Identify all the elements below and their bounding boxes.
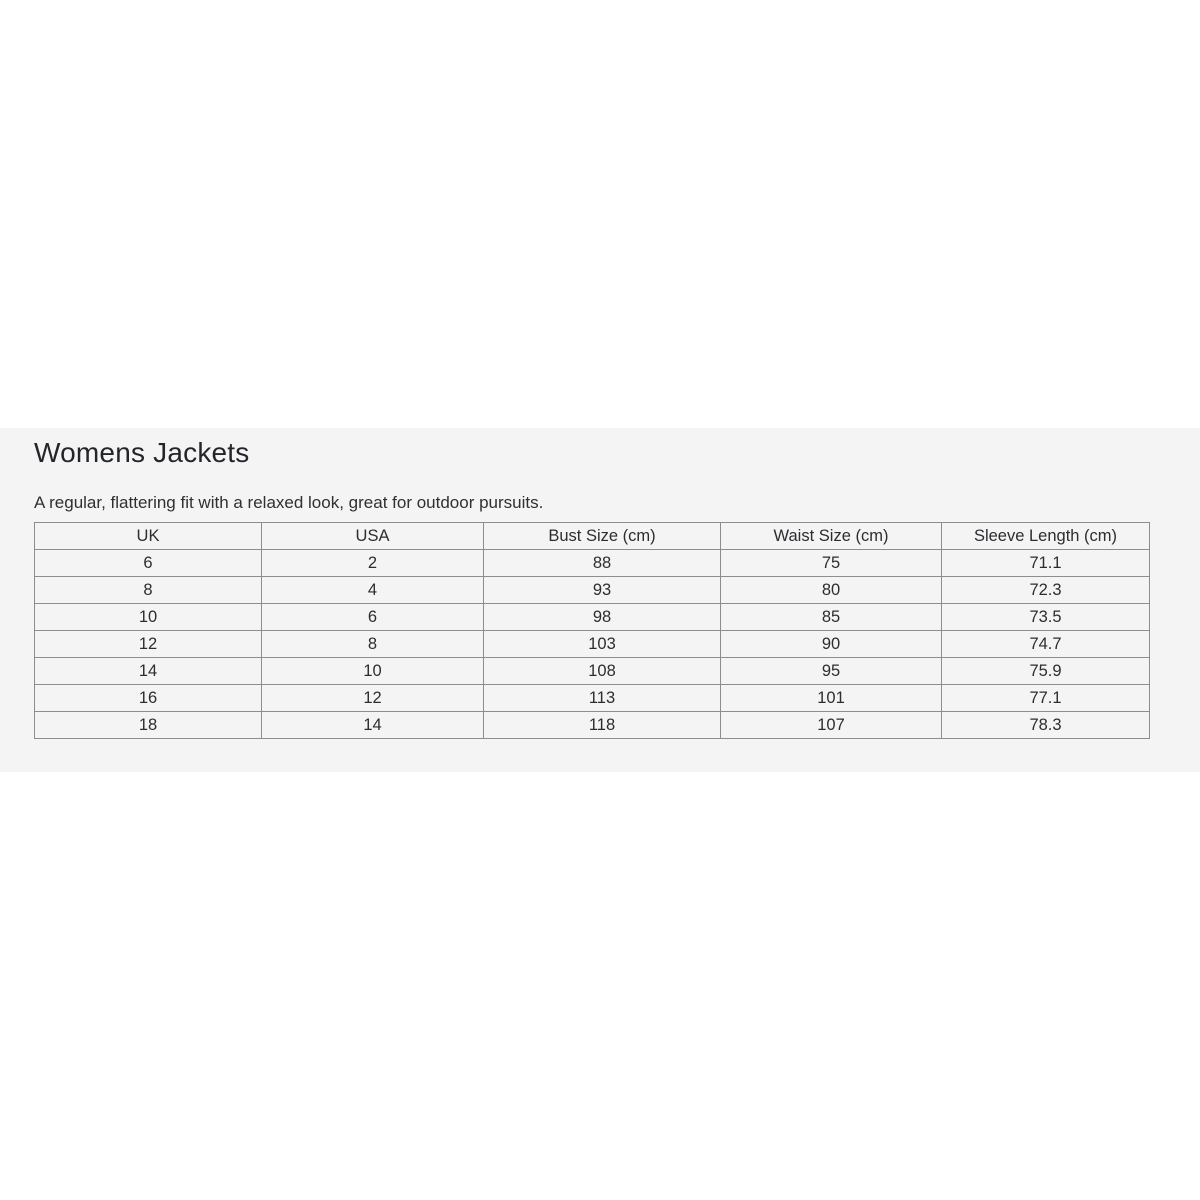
cell-uk: 18 bbox=[35, 711, 262, 738]
page-title: Womens Jackets bbox=[34, 437, 250, 468]
table-row bbox=[35, 630, 1150, 657]
cell-usa: 10 bbox=[262, 657, 484, 684]
table-header-row bbox=[35, 522, 1150, 549]
table-header bbox=[35, 522, 1150, 549]
table-row bbox=[35, 711, 1150, 738]
cell-usa: 14 bbox=[262, 711, 484, 738]
table-body bbox=[35, 549, 1150, 738]
cell-uk: 10 bbox=[35, 603, 262, 630]
table-row bbox=[35, 549, 1150, 576]
cell-bust: 118 bbox=[484, 711, 721, 738]
cell-bust: 93 bbox=[484, 576, 721, 603]
cell-sleeve: 73.5 bbox=[942, 603, 1150, 630]
cell-waist: 80 bbox=[721, 576, 942, 603]
cell-sleeve: 71.1 bbox=[942, 549, 1150, 576]
table-row bbox=[35, 684, 1150, 711]
size-chart-table bbox=[34, 522, 1150, 739]
cell-sleeve: 78.3 bbox=[942, 711, 1150, 738]
cell-usa: 6 bbox=[262, 603, 484, 630]
column-header-sleeve-length: Sleeve Length (cm) bbox=[942, 522, 1150, 549]
cell-usa: 12 bbox=[262, 684, 484, 711]
cell-usa: 2 bbox=[262, 549, 484, 576]
table-row bbox=[35, 657, 1150, 684]
cell-waist: 75 bbox=[721, 549, 942, 576]
cell-usa: 4 bbox=[262, 576, 484, 603]
table-row bbox=[35, 576, 1150, 603]
cell-uk: 6 bbox=[35, 549, 262, 576]
cell-sleeve: 72.3 bbox=[942, 576, 1150, 603]
cell-uk: 8 bbox=[35, 576, 262, 603]
cell-waist: 95 bbox=[721, 657, 942, 684]
cell-waist: 101 bbox=[721, 684, 942, 711]
table-row bbox=[35, 603, 1150, 630]
size-guide-content bbox=[34, 436, 1152, 739]
column-header-uk: UK bbox=[35, 522, 262, 549]
cell-waist: 90 bbox=[721, 630, 942, 657]
cell-bust: 88 bbox=[484, 549, 721, 576]
cell-sleeve: 77.1 bbox=[942, 684, 1150, 711]
cell-uk: 12 bbox=[35, 630, 262, 657]
cell-bust: 113 bbox=[484, 684, 721, 711]
cell-uk: 14 bbox=[35, 657, 262, 684]
cell-usa: 8 bbox=[262, 630, 484, 657]
cell-waist: 107 bbox=[721, 711, 942, 738]
cell-uk: 16 bbox=[35, 684, 262, 711]
cell-bust: 98 bbox=[484, 603, 721, 630]
fit-description: A regular, flattering fit with a relaxed look, great for outdoor pursuits. bbox=[34, 492, 544, 512]
column-header-bust-size: Bust Size (cm) bbox=[484, 522, 721, 549]
cell-bust: 108 bbox=[484, 657, 721, 684]
cell-waist: 85 bbox=[721, 603, 942, 630]
cell-bust: 103 bbox=[484, 630, 721, 657]
column-header-waist-size: Waist Size (cm) bbox=[721, 522, 942, 549]
column-header-usa: USA bbox=[262, 522, 484, 549]
cell-sleeve: 74.7 bbox=[942, 630, 1150, 657]
cell-sleeve: 75.9 bbox=[942, 657, 1150, 684]
